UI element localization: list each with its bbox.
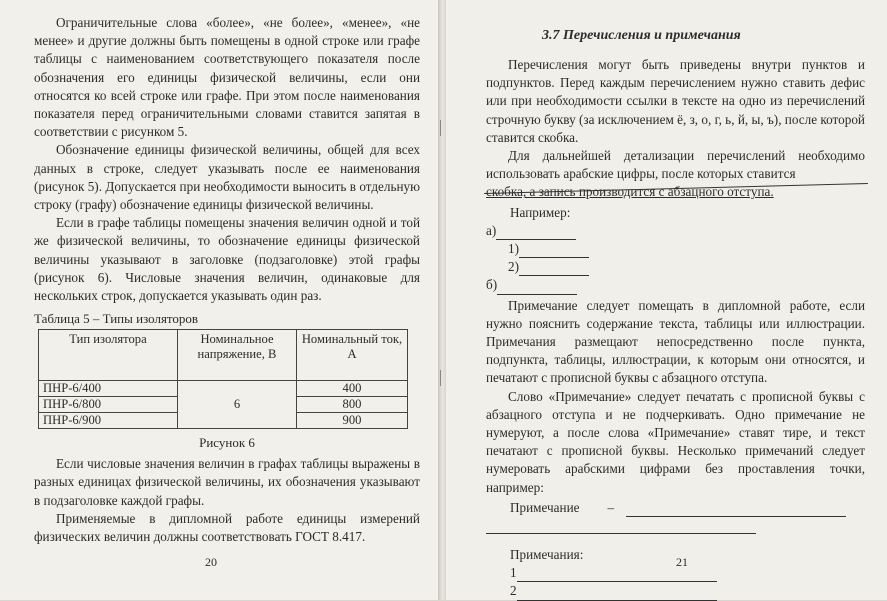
left-paragraph-3: Если в графе таблицы помещены значения величин одной и той же физической величины, то обозначение единицы физической величины указывают в заголовке (подзаголовке) этой графы (рисунок 6). Числовые значения величин, одинаковые для нескольких строк, допускается указывать один раз.	[34, 215, 420, 304]
list-item	[486, 258, 865, 276]
left-page	[0, 0, 440, 600]
list-item	[486, 240, 865, 258]
cell-voltage-merged: 6	[178, 381, 297, 429]
left-paragraph-5: Применяемые в дипломной работе единицы измерений физических величин должны соответствовать ГОСТ 8.417.	[34, 510, 420, 545]
list-marker-1: 1)	[508, 241, 519, 257]
blank-line	[519, 244, 589, 258]
right-paragraph-4: Слово «Примечание» следует печатать с прописной буквы с абзацного отступа и не подчеркивать. Одно примечание не нумеруют, а после слова «Примечание» ставят тире, и текст печатают с прописной буквы. Несколько примечаний следует нумеровать арабскими цифрами без проставления точки, например:	[486, 388, 865, 495]
insulator-table	[38, 329, 408, 429]
header-type: Тип изолятора	[39, 330, 178, 381]
list-item	[486, 276, 865, 294]
example-label: Например:	[510, 204, 571, 220]
cell-type: ПНР-6/400	[39, 381, 178, 397]
example-list	[486, 204, 865, 295]
left-page-number: 20	[205, 555, 217, 569]
cell-current: 900	[297, 413, 408, 429]
right-page	[446, 0, 887, 600]
blank-line	[497, 281, 577, 295]
list-marker-a: а)	[486, 222, 497, 238]
blank-line	[519, 262, 589, 276]
right-paragraph-1: Перечисления могут быть приведены внутри пунктов и подпунктов. Перед каждым перечислением нужно ставить дефис или при необходимости ссылки в тексте на одно из перечислений строчную букву (за исключением ё, з, о, г, ь, й, ы, ъ), после которой ставится скобка.	[486, 57, 865, 145]
table-caption: Таблица 5 – Типы изоляторов	[34, 311, 199, 327]
blank-line	[517, 586, 717, 601]
cell-current: 800	[297, 397, 408, 413]
right-paragraph-3: Примечание следует помещать в дипломной работе, если нужно пояснить содержание текста, таблицы или иллюстрации. Примечания размещают непосредственно после пункта, подпункта, таблицы, иллюстрации, к которым они относятся, и печатают с прописной буквы с абзацного отступа.	[486, 297, 865, 386]
note-number: 2	[510, 583, 517, 599]
right-page-number: 21	[676, 555, 688, 569]
note-single-label: Примечание	[510, 499, 580, 515]
note-single	[486, 499, 865, 517]
note-number: 1	[510, 565, 517, 581]
cell-type: ПНР-6/800	[39, 397, 178, 413]
list-marker-2: 2)	[508, 259, 519, 275]
blank-line	[626, 502, 846, 517]
list-item	[486, 222, 865, 240]
cell-type: ПНР-6/900	[39, 413, 178, 429]
blank-line	[496, 226, 576, 240]
cell-current: 400	[297, 381, 408, 397]
note-item	[486, 582, 865, 600]
left-paragraph-2: Обозначение единицы физической величины, общей для всех данных в строке, следует указывать после ее наименования (рисунок 5). Допускается при необходимости выносить в отдельную строку (графу) обозначение единицы физической величины.	[34, 142, 420, 213]
figure-caption: Рисунок 6	[199, 435, 255, 451]
left-paragraph-1: Ограничительные слова «более», «не более», «менее», «не менее» и другие должны быть помещены в одной строке или графе таблицы с наименованием соответствующего показателя после обозначения его единицы физической величины, если они относятся ко всей строке или графе. При этом после наименования показателя перед ограничительными словами ставится запятая в соответствии с рисунком 5.	[34, 15, 420, 140]
table-row	[39, 381, 408, 397]
left-paragraph-4: Если числовые значения величин в графах таблицы выражены в разных единицах физической величины, их обозначения указывают в подзаголовке каждой графы.	[34, 456, 420, 508]
header-voltage: Номинальное напряжение, В	[178, 330, 297, 381]
section-heading: 3.7 Перечисления и примечания	[542, 28, 741, 43]
right-paragraph-2a: Для дальнейшей детализации перечислений необходимо использовать арабские цифры, после которых ставится	[486, 148, 865, 182]
blank-line	[486, 519, 756, 534]
right-paragraph-2b: скобка, а запись производится с абзацного отступа.	[486, 184, 774, 200]
table-header-row	[39, 330, 408, 381]
header-current: Номинальный ток, А	[297, 330, 408, 381]
notes-plural-label: Примечания:	[510, 547, 584, 563]
list-marker-b: б)	[486, 277, 498, 293]
note-dash: –	[607, 499, 615, 515]
